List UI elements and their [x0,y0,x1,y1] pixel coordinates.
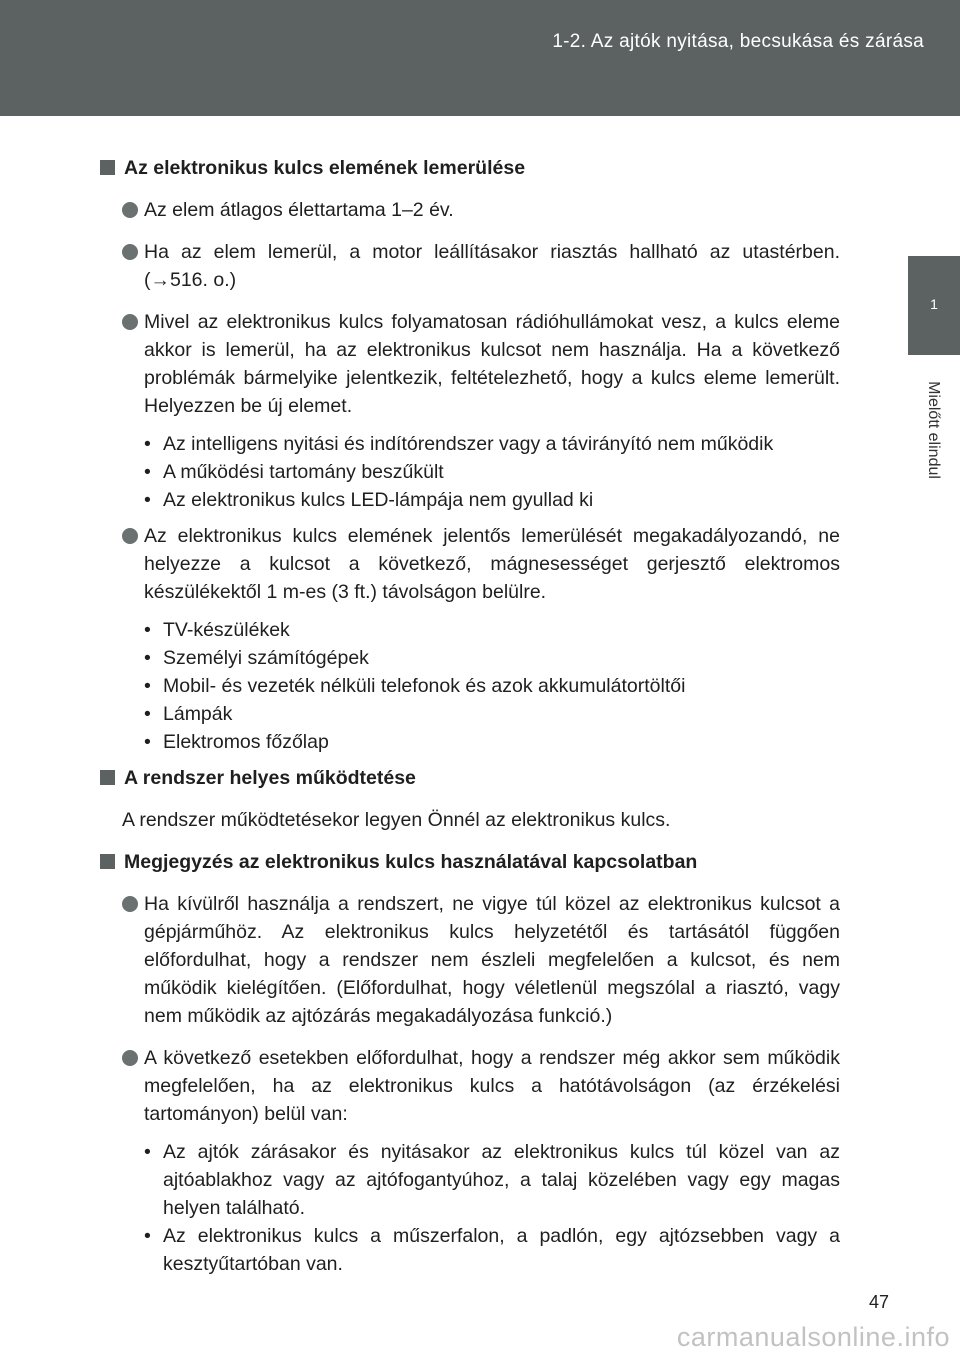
section-heading [100,764,840,792]
section-heading [100,154,840,182]
bullet-icon: • [144,1141,151,1163]
sub-list-item-text: Az elektronikus kulcs LED-lámpája nem gyullad ki [163,489,594,511]
circle-bullet-icon [122,202,138,218]
sub-list-item [144,672,840,700]
sub-list-item-text: Az intelligens nyitási és indítórendszer vagy a távirányító nem működik [163,433,774,455]
bullet-icon: • [144,675,151,697]
square-bullet-icon [100,770,115,785]
sub-list-item [144,1138,840,1222]
sub-list-item-text: TV-készülékek [163,619,290,641]
circle-bullet-icon [122,244,138,260]
list-item-text: Az elem átlagos élettartama 1–2 év. [144,199,454,221]
square-bullet-icon [100,160,115,175]
chapter-side-label: Mielőtt elindul [925,381,942,479]
list-item-text: Ha kívülről használja a rendszert, ne vigye túl közel az elektronikus kulcsot a gépjárműhöz. Az elektronikus kulcs helyzetétől és tartásától függően előfordulhat, hogy a rendszer nem észleli megfelelően a kulcsot, és nem működik kielégítően. (Előfordulhat, hogy véletlenül megszólal a riasztó, vagy nem működik az ajtózárás megakadályozása funkció.) [144,893,840,1027]
sub-list-item-text: Személyi számítógépek [163,647,369,669]
sub-list-item [144,1222,840,1278]
page-content [100,154,840,1286]
sub-list [100,1138,840,1278]
section-heading-text: Az elektronikus kulcs elemének lemerülése [124,157,526,179]
sub-list-item [144,700,840,728]
bullet-icon: • [144,619,151,641]
sub-list-item [144,458,840,486]
chapter-title: 1-2. Az ajtók nyitása, becsukása és zárása [552,31,924,52]
section-heading-text: A rendszer helyes működtetése [124,767,416,789]
bullet-icon: • [144,433,151,455]
sub-list-item-text: Lámpák [163,703,233,725]
circle-bullet-icon [122,528,138,544]
section-heading [100,848,840,876]
sub-list-item-text: Elektromos főzőlap [163,731,329,753]
bullet-icon: • [144,731,151,753]
sub-list-item [144,644,840,672]
list-item [100,522,840,606]
sub-list-item-text: A működési tartomány beszűkült [163,461,444,483]
sub-list-item-text: Mobil- és vezeték nélküli telefonok és azok akkumulátortöltői [163,675,686,697]
list-item-text: Mivel az elektronikus kulcs folyamatosan rádióhullámokat vesz, a kulcs eleme akkor is lemerül, ha az elektronikus kulcsot nem használja. Ha a következő problémák bármelyike jelentkezik, feltételezhető, hogy a kulcs eleme lemerült. Helyezzen be új elemet. [144,311,840,417]
bullet-icon: • [144,1225,151,1247]
bullet-icon: • [144,461,151,483]
list-item [100,196,840,224]
list-item [100,1044,840,1128]
sub-list-item [144,430,840,458]
section-paragraph: A rendszer működtetésekor legyen Önnél az elektronikus kulcs. [122,809,671,831]
list-item-text: Ha az elem lemerül, a motor leállításakor riasztás hallható az utastérben. (→516. o.) [144,241,840,291]
bullet-icon: • [144,703,151,725]
section-heading-text: Megjegyzés az elektronikus kulcs használatával kapcsolatban [124,851,698,873]
circle-bullet-icon [122,1050,138,1066]
sub-list [100,616,840,756]
watermark: carmanualsonline.info [676,1322,950,1352]
sub-list-item [144,728,840,756]
square-bullet-icon [100,854,115,869]
sub-list-item-text: Az ajtók zárásakor és nyitásakor az elektronikus kulcs túl közel van az ajtóablakhoz vagy az ajtófogantyúhoz, a talaj közelében vagy egy magas helyen található. [163,1141,840,1219]
chapter-tab-number: 1 [930,296,938,312]
list-item-text: A következő esetekben előfordulhat, hogy a rendszer még akkor sem működik megfelelően, ha az elektronikus kulcs a hatótávolságon (az érzékelési tartományon) belül van: [144,1047,840,1125]
list-item [100,308,840,420]
list-item [100,890,840,1030]
sub-list-item [144,486,840,514]
list-item [100,238,840,294]
page-number: 47 [869,1292,890,1312]
sub-list-item [144,616,840,644]
bullet-icon: • [144,489,151,511]
header-bar [0,0,960,116]
circle-bullet-icon [122,314,138,330]
list-item-text: Az elektronikus kulcs elemének jelentős lemerülését megakadályozandó, ne helyezze a kulcsot a következő, mágnesességet gerjesztő elektromos készülékektől 1 m-es (3 ft.) távolságon belülre. [144,525,840,603]
chapter-tab [908,256,960,355]
sub-list [100,430,840,514]
bullet-icon: • [144,647,151,669]
sub-list-item-text: Az elektronikus kulcs a műszerfalon, a padlón, egy ajtózsebben vagy a kesztyűtartóban van. [163,1225,840,1275]
circle-bullet-icon [122,896,138,912]
